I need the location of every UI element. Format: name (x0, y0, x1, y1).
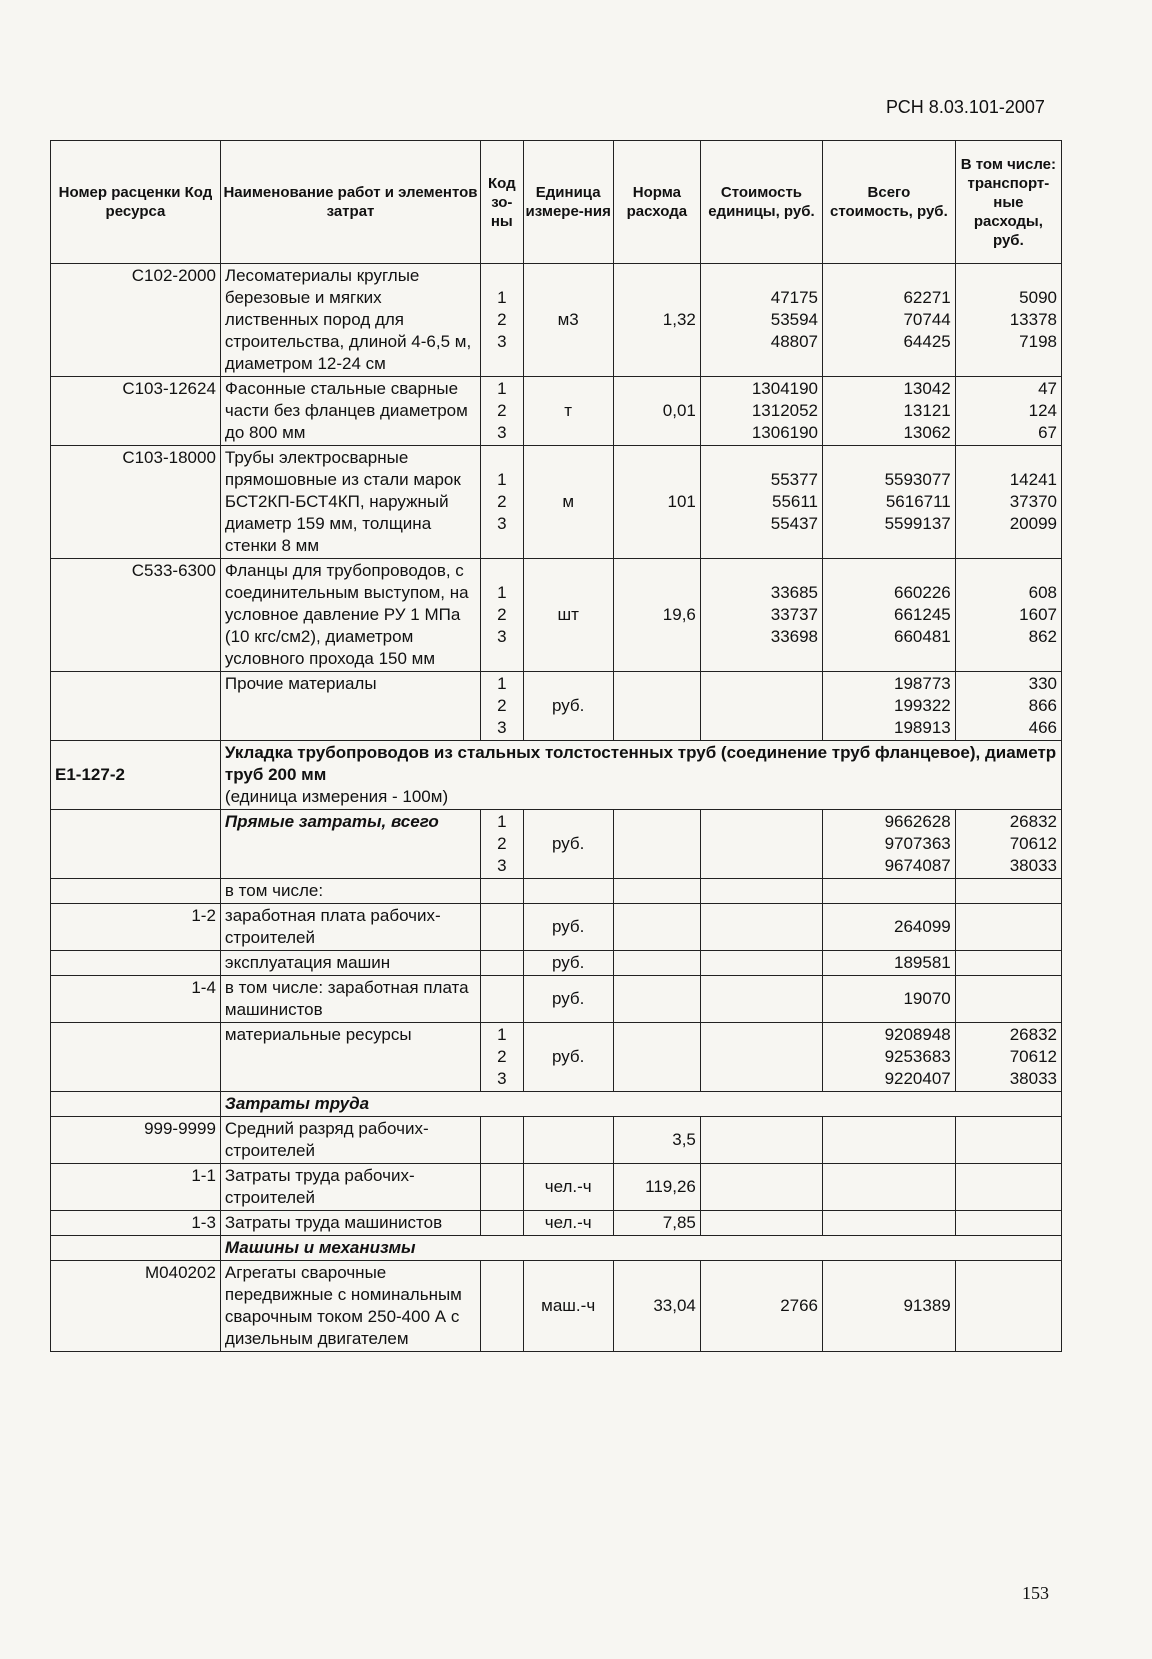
page-number: 153 (1022, 1583, 1049, 1603)
transport-cost: 14241 37370 20099 (955, 446, 1061, 559)
header-row (51, 141, 1062, 264)
norm: 7,85 (613, 1211, 700, 1236)
section-title (220, 741, 1061, 810)
including-row (51, 879, 1062, 904)
unit: м3 (523, 264, 613, 377)
norm: 1,32 (613, 264, 700, 377)
unit: м (523, 446, 613, 559)
unit: маш.-ч (523, 1261, 613, 1352)
norm: 3,5 (613, 1117, 700, 1164)
cost-row (51, 904, 1062, 951)
section-unit-note: (единица измерения - 100м) (224, 787, 449, 806)
col-unit-header: Единица измере-ния (523, 141, 613, 264)
unit: руб. (523, 672, 613, 741)
resource-name: Агрегаты сварочные передвижные с номинальным сварочным током 250-400 А с дизельным двигателем (220, 1261, 480, 1352)
document-code: РСН 8.03.101-2007 (886, 97, 1045, 117)
resource-code: С103-18000 (51, 446, 221, 559)
resource-name: Трубы электросварные прямошовные из стали марок БСТ2КП-БСТ4КП, наружный диаметр 159 мм, толщина стенки 8 мм (220, 446, 480, 559)
cost-row (51, 976, 1062, 1023)
resource-name: материальные ресурсы (220, 1023, 480, 1092)
direct-costs-label: Прямые затраты, всего (220, 810, 480, 879)
resource-name: Прочие материалы (220, 672, 480, 741)
transport-cost: 5090 13378 7198 (955, 264, 1061, 377)
material-row (51, 446, 1062, 559)
zone-codes: 1 2 3 (481, 446, 523, 559)
zone-codes: 1 2 3 (481, 810, 523, 879)
resource-name: Затраты труда рабочих-строителей (220, 1164, 480, 1211)
norm: 0,01 (613, 377, 700, 446)
resource-name: эксплуатация машин (220, 951, 480, 976)
zone-codes: 1 2 3 (481, 559, 523, 672)
total-cost: 13042 13121 13062 (823, 377, 956, 446)
resource-code: 1-4 (51, 976, 221, 1023)
unit-cost: 47175 53594 48807 (700, 264, 822, 377)
labor-row (51, 1211, 1062, 1236)
transport-cost: 47 124 67 (955, 377, 1061, 446)
col-norm-header: Норма расхода (613, 141, 700, 264)
unit: руб. (523, 810, 613, 879)
norm: 19,6 (613, 559, 700, 672)
subheader-row (51, 1092, 1062, 1117)
unit-cost: 55377 55611 55437 (700, 446, 822, 559)
resource-code: 1-2 (51, 904, 221, 951)
section-code: Е1-127-2 (51, 741, 221, 810)
resource-name: заработная плата рабочих-строителей (220, 904, 480, 951)
total-cost: 91389 (823, 1261, 956, 1352)
cost-row (51, 951, 1062, 976)
unit: руб. (523, 1023, 613, 1092)
unit: шт (523, 559, 613, 672)
labor-row (51, 1117, 1062, 1164)
material-row (51, 559, 1062, 672)
direct-costs-row (51, 810, 1062, 879)
machine-row (51, 1261, 1062, 1352)
section-row (51, 741, 1062, 810)
col-name-header: Наименование работ и элементов затрат (220, 141, 480, 264)
unit (523, 1117, 613, 1164)
resource-code: С103-12624 (51, 377, 221, 446)
resource-code: 999-9999 (51, 1117, 221, 1164)
unit-cost: 2766 (700, 1261, 822, 1352)
material-row (51, 264, 1062, 377)
transport-cost: 608 1607 862 (955, 559, 1061, 672)
zone-codes: 1 2 3 (481, 377, 523, 446)
section-title-text: Укладка трубопроводов из стальных толстостенных труб (соединение труб фланцевое), диаметр труб 200 мм (224, 743, 1057, 784)
resource-name: Фасонные стальные сварные части без фланцев диаметром до 800 мм (220, 377, 480, 446)
zone-codes: 1 2 3 (481, 672, 523, 741)
including-label: в том числе: (220, 879, 480, 904)
total-cost: 62271 70744 64425 (823, 264, 956, 377)
col-code-header: Номер расценки Код ресурса (51, 141, 221, 264)
resource-name: в том числе: заработная плата машинистов (220, 976, 480, 1023)
material-row (51, 672, 1062, 741)
col-zone-header: Код зо-ны (481, 141, 523, 264)
resource-code (51, 951, 221, 976)
resource-name: Лесоматериалы круглые березовые и мягких лиственных пород для строительства, длиной 4-6,5 м, диаметром 12-24 см (220, 264, 480, 377)
resource-code (51, 672, 221, 741)
unit-cost (700, 672, 822, 741)
rates-table (50, 140, 1062, 1352)
labor-row (51, 1164, 1062, 1211)
unit: руб. (523, 951, 613, 976)
col-transport-header: В том числе: транспорт-ные расходы, руб. (955, 141, 1061, 264)
transport-cost: 26832 70612 38033 (955, 810, 1061, 879)
material-row (51, 377, 1062, 446)
transport-cost: 26832 70612 38033 (955, 1023, 1061, 1092)
unit: руб. (523, 904, 613, 951)
resource-code: М040202 (51, 1261, 221, 1352)
subheader-row (51, 1236, 1062, 1261)
total-cost: 5593077 5616711 5599137 (823, 446, 956, 559)
unit: чел.-ч (523, 1211, 613, 1236)
total-cost: 198773 199322 198913 (823, 672, 956, 741)
total-cost: 19070 (823, 976, 956, 1023)
col-total-header: Всего стоимость, руб. (823, 141, 956, 264)
unit-cost: 1304190 1312052 1306190 (700, 377, 822, 446)
transport-cost: 330 866 466 (955, 672, 1061, 741)
unit: чел.-ч (523, 1164, 613, 1211)
resource-name: Фланцы для трубопроводов, с соединительным выступом, на условное давление РУ 1 МПа (10 кгс/см2), диаметром условного прохода 150 мм (220, 559, 480, 672)
total-cost: 189581 (823, 951, 956, 976)
total-cost: 9208948 9253683 9220407 (823, 1023, 956, 1092)
resource-code: 1-3 (51, 1211, 221, 1236)
machines-subheader: Машины и механизмы (220, 1236, 1061, 1261)
resource-code: С533-6300 (51, 559, 221, 672)
unit: руб. (523, 976, 613, 1023)
norm: 33,04 (613, 1261, 700, 1352)
total-cost: 9662628 9707363 9674087 (823, 810, 956, 879)
norm (613, 672, 700, 741)
unit-cost: 33685 33737 33698 (700, 559, 822, 672)
norm: 101 (613, 446, 700, 559)
labor-subheader: Затраты труда (220, 1092, 1061, 1117)
zone-codes: 1 2 3 (481, 1023, 523, 1092)
resource-name: Средний разряд рабочих-строителей (220, 1117, 480, 1164)
total-cost: 660226 661245 660481 (823, 559, 956, 672)
resource-code: С102-2000 (51, 264, 221, 377)
resource-name: Затраты труда машинистов (220, 1211, 480, 1236)
unit: т (523, 377, 613, 446)
col-unit-cost-header: Стоимость единицы, руб. (700, 141, 822, 264)
material-resources-row (51, 1023, 1062, 1092)
total-cost: 264099 (823, 904, 956, 951)
zone-codes: 1 2 3 (481, 264, 523, 377)
norm: 119,26 (613, 1164, 700, 1211)
resource-code: 1-1 (51, 1164, 221, 1211)
